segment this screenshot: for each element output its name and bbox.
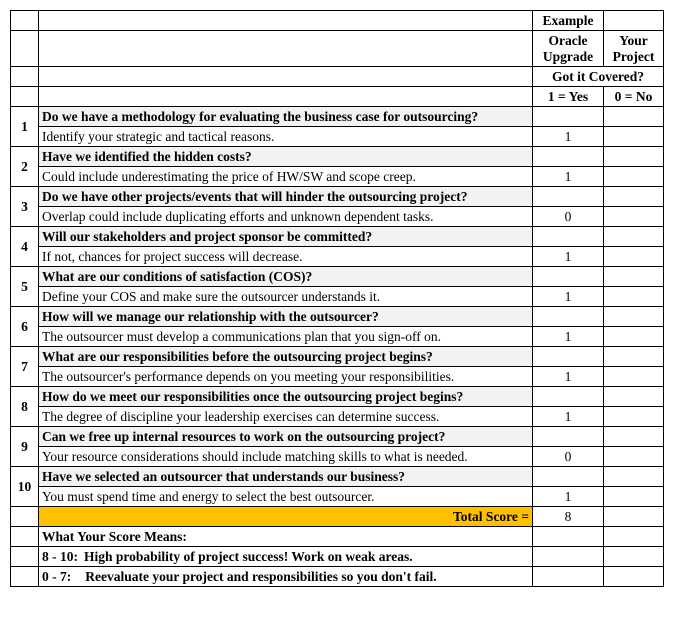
detail-text[interactable]: If not, chances for project success will decrease.	[39, 247, 533, 267]
total-empty-cell[interactable]	[11, 507, 39, 527]
question-your-cell[interactable]	[604, 187, 664, 207]
question-example-cell[interactable]	[533, 267, 604, 287]
meaning-low-row-cell[interactable]	[39, 567, 533, 587]
header-got-it-covered[interactable]: Got it Covered?	[533, 67, 664, 87]
header-row-2	[11, 31, 664, 67]
question-row	[11, 187, 664, 207]
question-text[interactable]: What are our responsibilities before the outsourcing project begins?	[39, 347, 533, 367]
detail-row	[11, 247, 664, 267]
question-number[interactable]: 4	[11, 227, 39, 267]
your-score-input[interactable]	[604, 287, 664, 307]
header-example[interactable]: Example	[533, 11, 604, 31]
header-upgrade: Upgrade	[542, 48, 594, 64]
meaning-title[interactable]: What Your Score Means:	[39, 527, 533, 547]
question-text[interactable]: How do we meet our responsibilities once the outsourcing project begins?	[39, 387, 533, 407]
question-text[interactable]: Do we have a methodology for evaluating the business case for outsourcing?	[39, 107, 533, 127]
header-yes[interactable]: 1 = Yes	[533, 87, 604, 107]
cell-empty[interactable]	[39, 67, 533, 87]
detail-row	[11, 447, 664, 467]
cell-empty[interactable]	[11, 11, 39, 31]
score-meaning: Reevaluate your project and responsibilities so you don't fail.	[85, 569, 437, 584]
cell-empty[interactable]	[39, 87, 533, 107]
header-no[interactable]: 0 = No	[604, 87, 664, 107]
total-example-score[interactable]: 8	[533, 507, 604, 527]
question-your-cell[interactable]	[604, 347, 664, 367]
question-number[interactable]: 5	[11, 267, 39, 307]
question-row	[11, 147, 664, 167]
example-score[interactable]: 1	[533, 127, 604, 147]
detail-row	[11, 207, 664, 227]
question-example-cell[interactable]	[533, 387, 604, 407]
question-number[interactable]: 7	[11, 347, 39, 387]
example-score[interactable]: 1	[533, 487, 604, 507]
meaning-empty-cell[interactable]	[604, 567, 664, 587]
detail-text[interactable]: Overlap could include duplicating efforts and unknown dependent tasks.	[39, 207, 533, 227]
question-example-cell[interactable]	[533, 107, 604, 127]
meaning-empty-cell[interactable]	[11, 567, 39, 587]
detail-row	[11, 367, 664, 387]
your-score-input[interactable]	[604, 327, 664, 347]
scorecard-table	[10, 10, 664, 587]
question-row	[11, 107, 664, 127]
meaning-empty-cell[interactable]	[533, 527, 604, 547]
question-text[interactable]: Have we selected an outsourcer that understands our business?	[39, 467, 533, 487]
cell-empty[interactable]	[11, 31, 39, 67]
header-empty[interactable]	[604, 11, 664, 31]
question-example-cell[interactable]	[533, 467, 604, 487]
question-number[interactable]: 10	[11, 467, 39, 507]
detail-text[interactable]: The outsourcer's performance depends on you meeting your responsibilities.	[39, 367, 533, 387]
detail-text[interactable]: You must spend time and energy to select the best outsourcer.	[39, 487, 533, 507]
meaning-title-row	[11, 527, 664, 547]
meaning-empty-cell[interactable]	[11, 547, 39, 567]
header-project: Project	[612, 48, 655, 64]
cell-empty[interactable]	[11, 87, 39, 107]
question-example-cell[interactable]	[533, 187, 604, 207]
header-oracle-upgrade[interactable]	[533, 31, 604, 67]
question-number[interactable]: 8	[11, 387, 39, 427]
question-row	[11, 427, 664, 447]
question-your-cell[interactable]	[604, 387, 664, 407]
question-your-cell[interactable]	[604, 467, 664, 487]
header-your-project[interactable]	[604, 31, 664, 67]
score-meaning: High probability of project success! Work on weak areas.	[84, 549, 413, 564]
detail-row	[11, 487, 664, 507]
total-row	[11, 507, 664, 527]
detail-row	[11, 287, 664, 307]
question-number[interactable]: 6	[11, 307, 39, 347]
header-row-3	[11, 67, 664, 87]
example-score[interactable]: 1	[533, 287, 604, 307]
question-text[interactable]: Do we have other projects/events that will hinder the outsourcing project?	[39, 187, 533, 207]
example-score[interactable]: 1	[533, 407, 604, 427]
your-score-input[interactable]	[604, 127, 664, 147]
meaning-empty-cell[interactable]	[604, 527, 664, 547]
example-score[interactable]: 0	[533, 207, 604, 227]
your-score-input[interactable]	[604, 447, 664, 467]
question-your-cell[interactable]	[604, 307, 664, 327]
question-row	[11, 307, 664, 327]
detail-text[interactable]: Your resource considerations should include matching skills to what is needed.	[39, 447, 533, 467]
question-text[interactable]: Will our stakeholders and project sponsor be committed?	[39, 227, 533, 247]
score-range: 0 - 7:	[42, 569, 72, 584]
cell-empty[interactable]	[11, 67, 39, 87]
example-score[interactable]: 1	[533, 247, 604, 267]
detail-text[interactable]: The outsourcer must develop a communications plan that you sign-off on.	[39, 327, 533, 347]
example-score[interactable]: 1	[533, 327, 604, 347]
meaning-empty-cell[interactable]	[604, 547, 664, 567]
example-score[interactable]: 0	[533, 447, 604, 467]
question-example-cell[interactable]	[533, 427, 604, 447]
example-score[interactable]: 1	[533, 367, 604, 387]
question-your-cell[interactable]	[604, 427, 664, 447]
detail-row	[11, 167, 664, 187]
question-number[interactable]: 9	[11, 427, 39, 467]
detail-text[interactable]: Could include underestimating the price of HW/SW and scope creep.	[39, 167, 533, 187]
score-range: 8 - 10:	[42, 549, 78, 564]
question-your-cell[interactable]	[604, 147, 664, 167]
question-number[interactable]: 3	[11, 187, 39, 227]
your-score-input[interactable]	[604, 247, 664, 267]
question-example-cell[interactable]	[533, 147, 604, 167]
meaning-low-row	[11, 567, 664, 587]
question-your-cell[interactable]	[604, 107, 664, 127]
header-your: Your	[619, 32, 648, 48]
your-score-input[interactable]	[604, 407, 664, 427]
detail-row	[11, 327, 664, 347]
detail-text[interactable]: The degree of discipline your leadership exercises can determine success.	[39, 407, 533, 427]
question-text[interactable]: Have we identified the hidden costs?	[39, 147, 533, 167]
meaning-empty-cell[interactable]	[11, 527, 39, 547]
detail-row	[11, 127, 664, 147]
meaning-empty-cell[interactable]	[533, 547, 604, 567]
example-score[interactable]: 1	[533, 167, 604, 187]
question-example-cell[interactable]	[533, 227, 604, 247]
your-score-input[interactable]	[604, 167, 664, 187]
header-row-4	[11, 87, 664, 107]
detail-text[interactable]: Define your COS and make sure the outsourcer understands it.	[39, 287, 533, 307]
question-number[interactable]: 2	[11, 147, 39, 187]
question-text[interactable]: Can we free up internal resources to work on the outsourcing project?	[39, 427, 533, 447]
meaning-empty-cell[interactable]	[533, 567, 604, 587]
question-text[interactable]: What are our conditions of satisfaction (COS)?	[39, 267, 533, 287]
header-oracle: Oracle	[548, 32, 588, 48]
your-score-input[interactable]	[604, 487, 664, 507]
total-score-label[interactable]: Total Score =	[39, 507, 533, 527]
detail-row	[11, 407, 664, 427]
question-row	[11, 227, 664, 247]
question-row	[11, 387, 664, 407]
your-score-input[interactable]	[604, 207, 664, 227]
question-row	[11, 267, 664, 287]
question-your-cell[interactable]	[604, 227, 664, 247]
question-your-cell[interactable]	[604, 267, 664, 287]
header-row-1	[11, 11, 664, 31]
detail-text[interactable]: Identify your strategic and tactical reasons.	[39, 127, 533, 147]
meaning-high-row	[11, 547, 664, 567]
question-number[interactable]: 1	[11, 107, 39, 147]
question-row	[11, 347, 664, 367]
question-text[interactable]: How will we manage our relationship with the outsourcer?	[39, 307, 533, 327]
meaning-high-row-cell[interactable]	[39, 547, 533, 567]
cell-empty[interactable]	[39, 31, 533, 67]
question-row	[11, 467, 664, 487]
question-example-cell[interactable]	[533, 347, 604, 367]
total-your-score[interactable]	[604, 507, 664, 527]
question-example-cell[interactable]	[533, 307, 604, 327]
cell-empty[interactable]	[39, 11, 533, 31]
your-score-input[interactable]	[604, 367, 664, 387]
